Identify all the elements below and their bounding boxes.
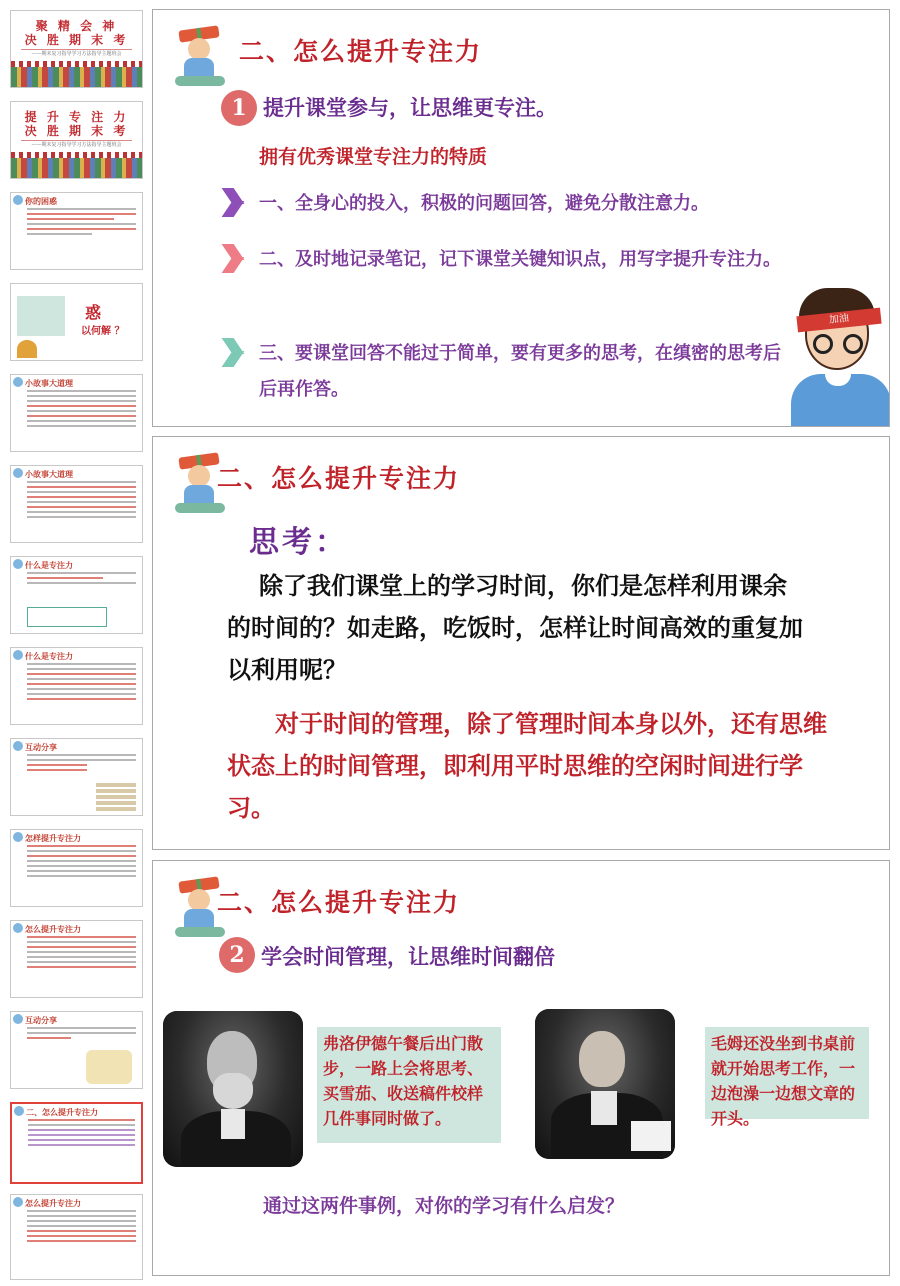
headband-text: 加油	[796, 308, 881, 333]
thumbnail-slide-8[interactable]	[10, 647, 143, 725]
thumb-text-lines	[27, 1210, 136, 1245]
thumb-title: 你的困惑	[25, 196, 57, 206]
thumb-title: 互动分享	[25, 742, 57, 752]
slide-canvas-2[interactable]	[152, 436, 890, 850]
boy-reading-icon	[13, 195, 23, 205]
figure-icon	[17, 340, 37, 358]
thumbnail-slide-14[interactable]	[10, 1194, 143, 1280]
boy-reading-icon	[13, 1197, 23, 1207]
thumb-text-lines	[27, 663, 136, 703]
closing-question: 通过这两件事例，对你的学习有什么启发？	[263, 1195, 625, 1217]
thumb-cover-subtitle: ——期末复习指导学习方法指导主题班会	[21, 140, 132, 148]
maugham-portrait-photo	[535, 1009, 675, 1159]
slide-canvas-3[interactable]	[152, 860, 890, 1276]
slide-canvas-1[interactable]	[152, 9, 890, 427]
point-heading: 学会时间管理，让思维时间翻倍	[261, 944, 555, 969]
boy-reading-icon	[13, 559, 23, 569]
thumbnail-slide-1[interactable]	[10, 10, 143, 88]
boy-reading-icon	[13, 923, 23, 933]
chevron-right-icon	[223, 244, 247, 270]
boy-reading-icon	[13, 650, 23, 660]
thumbnail-slide-13-selected[interactable]	[10, 1102, 143, 1184]
thumb-cover-title-line1: 聚 精 会 神	[35, 19, 118, 33]
thumb-text-lines	[27, 390, 136, 430]
books-illustration	[11, 158, 142, 178]
point-number-badge: 1	[221, 90, 257, 126]
thumb-cover-title-line1: 提 升 专 注 力	[24, 110, 129, 124]
thumbnail-slide-7[interactable]	[10, 556, 143, 634]
thumb-question-text: 以何解 ？	[81, 326, 125, 337]
answer-paragraph: 对于时间的管理，除了管理时间本身以外，还有思维状态上的时间管理，即利用平时思维的空闲时间进行学习。	[227, 709, 827, 822]
thumb-title: 二、怎么提升专注力	[26, 1107, 98, 1117]
thumbnail-slide-10[interactable]	[10, 829, 143, 907]
classroom-illustration	[86, 1050, 132, 1084]
thumb-title: 互动分享	[25, 1015, 57, 1025]
thumb-cover-subtitle: ——期末复习指导学习方法指导主题班会	[21, 49, 132, 57]
bullet-item-2	[223, 242, 783, 278]
section-title: 二、怎么提升专注力	[217, 888, 461, 917]
thumb-title: 什么是专注力	[25, 560, 73, 570]
thumb-text-lines	[27, 481, 136, 521]
thumbnail-slide-3[interactable]	[10, 192, 143, 270]
question-paragraph: 除了我们课堂上的学习时间，你们是怎样利用课余的时间的？如走路，吃饭时，怎样让时间高效的重复加以利用呢？	[227, 571, 803, 684]
boy-reading-icon	[13, 377, 23, 387]
chevron-right-icon	[223, 188, 247, 214]
bullet-item-3	[223, 336, 783, 408]
bullet-text: 三、要课堂回答不能过于简单，要有更多的思考，在缜密的思考后后再作答。	[259, 343, 781, 400]
chevron-right-icon	[223, 338, 247, 364]
bullet-text: 一、全身心的投入，积极的问题回答，避免分散注意力。	[259, 193, 709, 214]
thumb-cover-title	[11, 110, 142, 138]
thumb-text-lines	[27, 845, 136, 880]
maugham-note-box: 毛姆还没坐到书桌前就开始思考工作，一边泡澡一边想文章的开头。	[705, 1027, 869, 1119]
bullet-item-1	[223, 186, 783, 222]
slide-thumbnail-rail	[0, 0, 150, 1286]
section-title: 二、怎么提升专注力	[239, 37, 483, 66]
thumb-note-box	[17, 296, 65, 336]
thumb-cover-title-line2: 决 胜 期 末 考	[24, 33, 129, 47]
thumbnail-slide-6[interactable]	[10, 465, 143, 543]
boy-reading-icon	[13, 741, 23, 751]
thumb-title: 怎么提升专注力	[25, 924, 81, 934]
thumb-title: 小故事大道理	[25, 378, 73, 388]
books-illustration	[11, 67, 142, 87]
student-headband-illustration	[789, 288, 890, 427]
thumb-text-lines	[27, 936, 136, 971]
thumb-text-lines	[28, 1119, 135, 1149]
boy-reading-icon	[13, 468, 23, 478]
freud-note-box: 弗洛伊德午餐后出门散步，一路上会将思考、买雪茄、收送稿件校样几件事同时做了。	[317, 1027, 501, 1143]
section-title: 二、怎么提升专注力	[217, 464, 461, 493]
thumb-cover-title	[11, 19, 142, 47]
boy-reading-icon	[14, 1106, 24, 1116]
boy-reading-icon	[13, 832, 23, 842]
thumb-text-lines	[27, 1027, 136, 1042]
thumb-cover-title-line2: 决 胜 期 末 考	[24, 124, 129, 138]
freud-portrait-photo	[163, 1011, 303, 1167]
thumb-big-char: 惑	[85, 303, 102, 322]
thumb-diagram	[27, 607, 107, 627]
point-number-badge: 2	[219, 937, 255, 973]
stairs-illustration	[96, 781, 136, 811]
thumb-title: 什么是专注力	[25, 651, 73, 661]
boy-reading-icon	[13, 1014, 23, 1024]
think-label: 思考：	[249, 525, 348, 560]
thumbnail-slide-9[interactable]	[10, 738, 143, 816]
thumbnail-slide-12[interactable]	[10, 1011, 143, 1089]
point-heading: 提升课堂参与，让思维更专注。	[263, 95, 557, 120]
thumb-title: 怎样提升专注力	[25, 833, 81, 843]
thumbnail-slide-11[interactable]	[10, 920, 143, 998]
thumb-text-lines	[27, 754, 136, 774]
boy-reading-book-icon	[173, 26, 227, 88]
thumbnail-slide-5[interactable]	[10, 374, 143, 452]
bullet-text: 二、及时地记录笔记，记下课堂关键知识点，用写字提升专注力。	[259, 249, 781, 270]
thumbnail-slide-4[interactable]	[10, 283, 143, 361]
thumb-text-lines	[27, 208, 136, 238]
sub-heading: 拥有优秀课堂专注力的特质	[259, 146, 488, 168]
thumbnail-slide-2[interactable]	[10, 101, 143, 179]
thumb-title: 小故事大道理	[25, 469, 73, 479]
thumb-text-lines	[27, 572, 136, 587]
thumb-title: 怎么提升专注力	[25, 1198, 81, 1208]
